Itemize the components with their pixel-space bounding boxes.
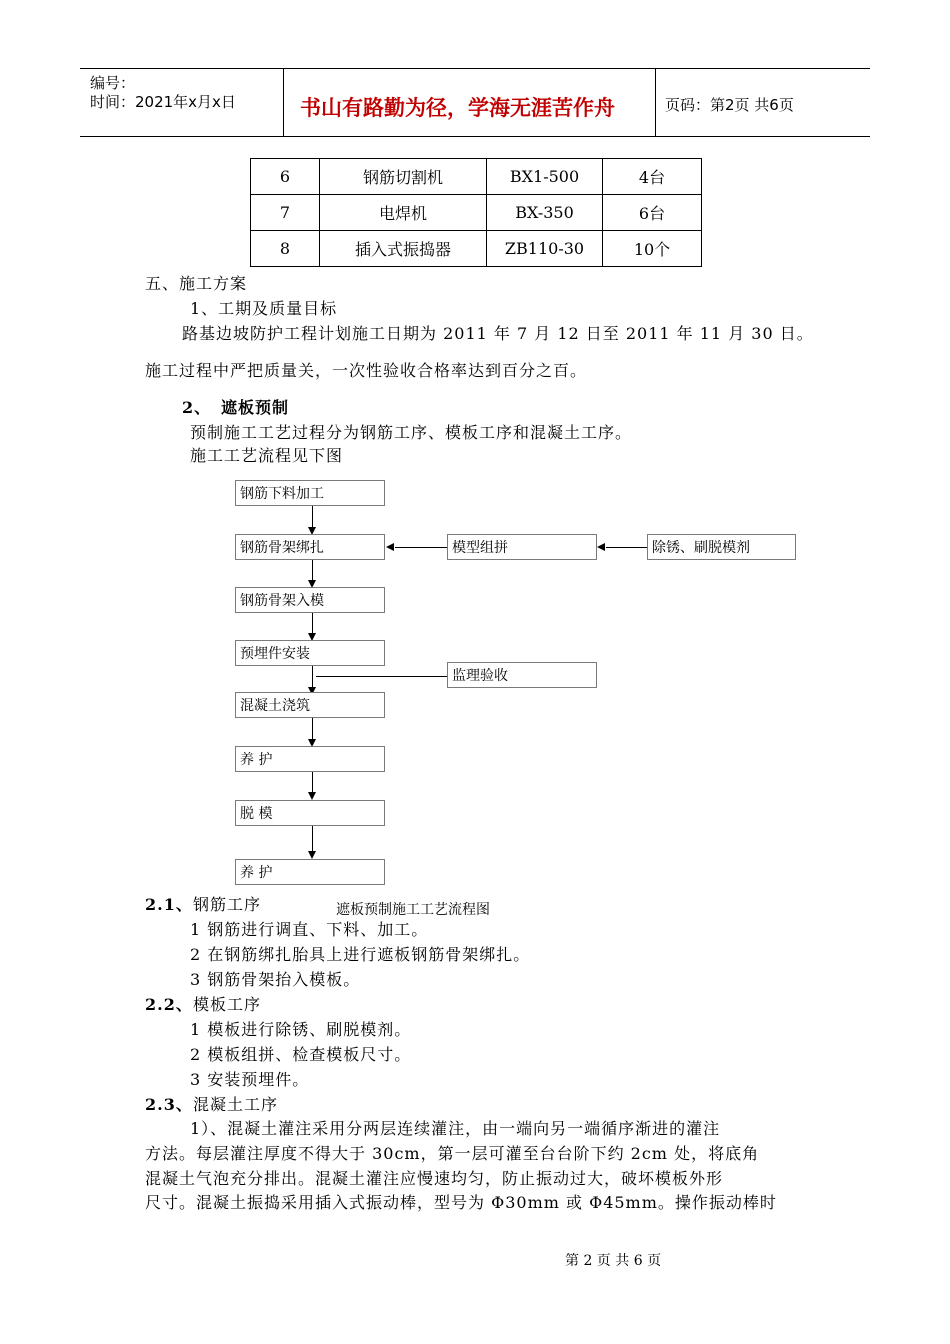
header-divider-right <box>655 68 656 136</box>
flow-side-box-derust: 除锈、刷脱模剂 <box>647 534 796 560</box>
flowchart-caption: 遮板预制施工工艺流程图 <box>336 902 490 918</box>
cell-qty: 6台 <box>603 195 702 231</box>
header-page-info: 页码：第2页 共6页 <box>665 96 794 114</box>
paragraph: 施工工艺流程见下图 <box>190 446 344 465</box>
connector-line <box>312 560 313 581</box>
cell-qty: 4台 <box>603 159 702 195</box>
header-motto: 书山有路勤为径，学海无涯苦作舟 <box>300 96 615 120</box>
section-title: 模板工序 <box>193 995 262 1014</box>
subsection-heading: 1、工期及质量目标 <box>190 299 338 318</box>
connector-line <box>312 613 313 634</box>
cell-model: BX1-500 <box>487 159 603 195</box>
cell-model: BX-350 <box>487 195 603 231</box>
cell-name: 电焊机 <box>320 195 487 231</box>
cell-name: 插入式振捣器 <box>320 231 487 267</box>
header-bottom-rule <box>80 136 870 137</box>
table-row <box>251 195 702 231</box>
paragraph: 施工过程中严把质量关，一次性验收合格率达到百分之百。 <box>145 361 588 380</box>
arrow-left-icon <box>597 543 605 551</box>
flow-step-box: 混凝土浇筑 <box>235 692 385 718</box>
section-number: 2.2、 <box>145 995 193 1014</box>
paragraph-line: 混凝土气泡充分排出。混凝土灌注应慢速均匀，防止振动过大，破坏模板外形 <box>145 1169 724 1188</box>
flow-step-box: 钢筋骨架入模 <box>235 587 385 613</box>
cell-model: ZB110-30 <box>487 231 603 267</box>
header-divider-left <box>283 68 284 136</box>
page-footer: 第 2 页 共 6 页 <box>565 1253 662 1269</box>
flow-step-box: 脱 模 <box>235 800 385 826</box>
flow-step-box: 钢筋下料加工 <box>235 480 385 506</box>
connector-line <box>312 666 313 688</box>
flow-side-box-mold: 模型组拼 <box>447 534 597 560</box>
cell-name: 钢筋切割机 <box>320 159 487 195</box>
header-time-label: 时间：2021年x月x日 <box>90 93 236 111</box>
flow-step-box: 养 护 <box>235 746 385 772</box>
table-row <box>251 231 702 267</box>
connector-line <box>395 547 447 548</box>
paragraph-line: 尺寸。混凝土振捣采用插入式振动棒，型号为 Φ30mm 或 Φ45mm。操作振动棒时 <box>145 1193 777 1212</box>
list-item: 2 模板组拼、检查模板尺寸。 <box>190 1045 412 1064</box>
table-row <box>251 159 702 195</box>
cell-no: 8 <box>251 231 320 267</box>
section-title: 混凝土工序 <box>193 1095 279 1114</box>
cell-no: 7 <box>251 195 320 231</box>
list-item: 3 钢筋骨架抬入模板。 <box>190 970 361 989</box>
cell-qty: 10个 <box>603 231 702 267</box>
subsection-number: 2、 <box>182 398 212 417</box>
flow-step-box: 预埋件安装 <box>235 640 385 666</box>
paragraph: 路基边坡防护工程计划施工日期为 2011 年 7 月 12 日至 2011 年 11 月 30 日。 <box>182 324 814 343</box>
connector-line <box>312 772 313 793</box>
arrow-left-icon <box>386 543 394 551</box>
header-code-label: 编号： <box>90 74 136 92</box>
header-top-rule <box>80 68 870 69</box>
subsection-title: 遮板预制 <box>221 398 290 417</box>
connector-line <box>312 718 313 740</box>
list-item: 2 在钢筋绑扎胎具上进行遮板钢筋骨架绑扎。 <box>190 945 531 964</box>
paragraph-line: 方法。每层灌注厚度不得大于 30cm，第一层可灌至台台阶下约 2cm 处，将底角 <box>145 1144 760 1163</box>
equipment-table <box>250 158 702 267</box>
flow-side-box-supervision: 监理验收 <box>447 662 597 688</box>
connector-line <box>316 676 447 677</box>
list-item: 3 安装预埋件。 <box>190 1070 310 1089</box>
section-title: 钢筋工序 <box>193 895 262 914</box>
connector-line <box>312 506 313 528</box>
cell-no: 6 <box>251 159 320 195</box>
flow-step-box: 钢筋骨架绑扎 <box>235 534 385 560</box>
paragraph-line: 1）、混凝土灌注采用分两层连续灌注，由一端向另一端循序渐进的灌注 <box>190 1119 721 1138</box>
connector-line <box>312 826 313 852</box>
flow-step-box: 养 护 <box>235 859 385 885</box>
section-number: 2.3、 <box>145 1095 193 1114</box>
arrow-down-icon <box>308 792 316 800</box>
list-item: 1 模板进行除锈、刷脱模剂。 <box>190 1020 412 1039</box>
paragraph: 预制施工工艺过程分为钢筋工序、模板工序和混凝土工序。 <box>190 423 633 442</box>
connector-line <box>606 547 647 548</box>
section-number: 2.1、 <box>145 895 193 914</box>
list-item: 1 钢筋进行调直、下料、加工。 <box>190 920 429 939</box>
section-heading: 五、施工方案 <box>145 274 248 293</box>
arrow-down-icon <box>308 851 316 859</box>
